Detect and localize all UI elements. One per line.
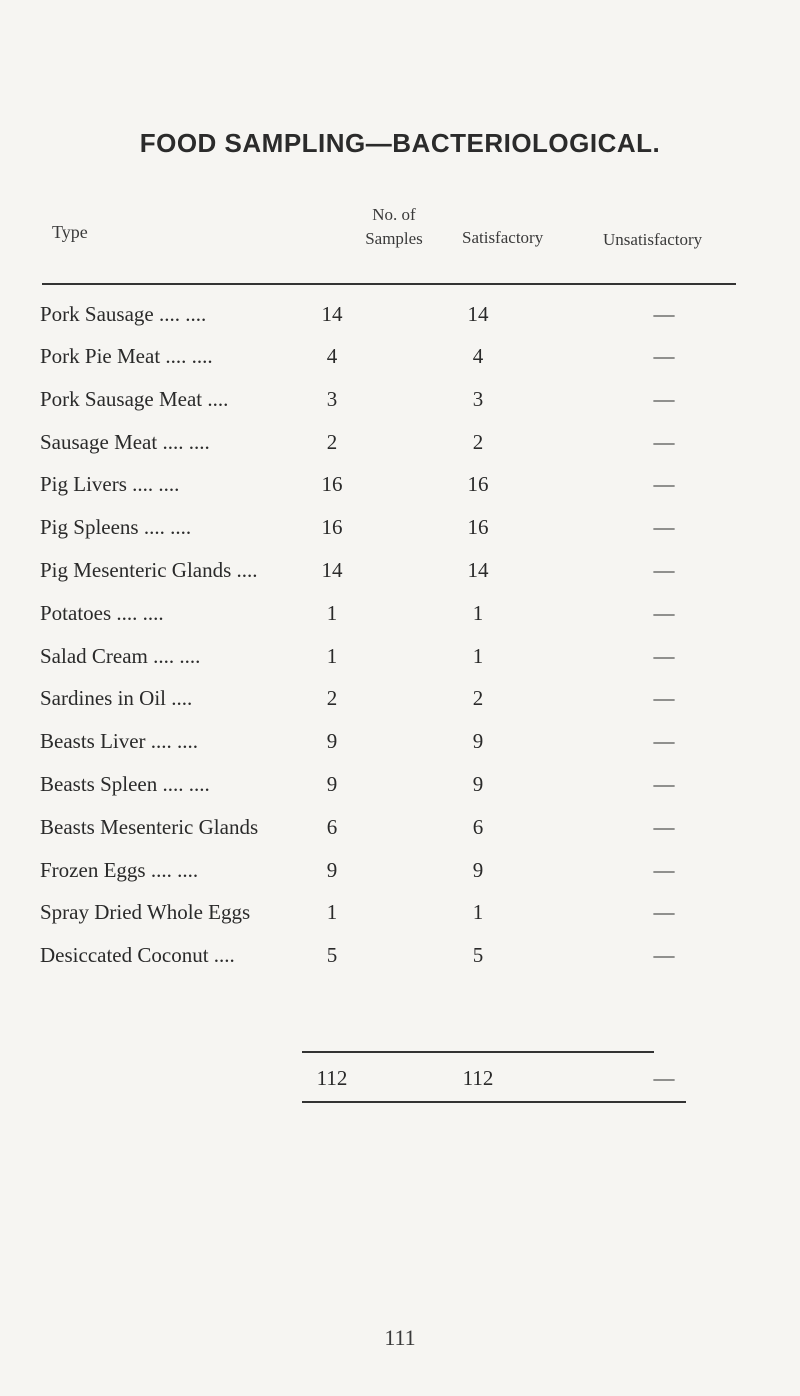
cell-samples: 1 [326, 644, 338, 668]
total-unsatisfactory: — [653, 1066, 675, 1090]
cell-type: Pork Pie Meat .... .... [40, 344, 213, 368]
cell-satisfactory: 14 [467, 302, 489, 326]
total-rule-top [302, 1051, 654, 1053]
cell-unsatisfactory: — [653, 729, 675, 753]
cell-samples: 5 [326, 943, 338, 967]
table-row [0, 302, 800, 332]
table-row [0, 558, 800, 588]
table-row [0, 515, 800, 545]
cell-samples: 2 [326, 686, 338, 710]
cell-unsatisfactory: — [653, 943, 675, 967]
table-row [0, 472, 800, 502]
cell-samples: 1 [326, 900, 338, 924]
cell-satisfactory: 9 [472, 729, 484, 753]
cell-satisfactory: 5 [472, 943, 484, 967]
cell-samples: 2 [326, 430, 338, 454]
cell-unsatisfactory: — [653, 430, 675, 454]
header-samples [352, 203, 436, 251]
table-row [0, 943, 800, 973]
cell-satisfactory: 9 [472, 772, 484, 796]
cell-unsatisfactory: — [653, 601, 675, 625]
cell-satisfactory: 1 [472, 601, 484, 625]
table-row [0, 644, 800, 674]
cell-satisfactory: 6 [472, 815, 484, 839]
cell-satisfactory: 16 [467, 515, 489, 539]
cell-type: Sausage Meat .... .... [40, 430, 210, 454]
cell-samples: 9 [326, 858, 338, 882]
cell-type: Sardines in Oil .... [40, 686, 193, 710]
cell-unsatisfactory: — [653, 558, 675, 582]
cell-unsatisfactory: — [653, 387, 675, 411]
cell-samples: 14 [321, 302, 343, 326]
cell-satisfactory: 2 [472, 686, 484, 710]
cell-type: Pork Sausage .... .... [40, 302, 207, 326]
cell-samples: 16 [321, 515, 343, 539]
cell-satisfactory: 3 [472, 387, 484, 411]
cell-type: Desiccated Coconut .... [40, 943, 235, 967]
header-samples-line2: Samples [365, 229, 423, 248]
cell-unsatisfactory: — [653, 686, 675, 710]
table-row [0, 729, 800, 759]
total-rule-bottom [302, 1101, 686, 1103]
cell-type: Spray Dried Whole Eggs [40, 900, 251, 924]
header-samples-line1: No. of [372, 205, 416, 224]
cell-unsatisfactory: — [653, 302, 675, 326]
table-row [0, 344, 800, 374]
page-title: FOOD SAMPLING—BACTERIOLOGICAL. [139, 128, 661, 158]
table-row [0, 601, 800, 631]
cell-type: Pork Sausage Meat .... [40, 387, 229, 411]
header-satisfactory: Satisfactory [462, 228, 544, 247]
cell-unsatisfactory: — [653, 772, 675, 796]
cell-satisfactory: 4 [472, 344, 484, 368]
cell-unsatisfactory: — [653, 344, 675, 368]
cell-satisfactory: 1 [472, 644, 484, 668]
table-row [0, 430, 800, 460]
table-row [0, 387, 800, 417]
table-row [0, 686, 800, 716]
total-satisfactory: 112 [462, 1066, 494, 1090]
cell-unsatisfactory: — [653, 858, 675, 882]
cell-type: Pig Livers .... .... [40, 472, 180, 496]
cell-samples: 14 [321, 558, 343, 582]
cell-satisfactory: 1 [472, 900, 484, 924]
cell-satisfactory: 14 [467, 558, 489, 582]
header-unsatisfactory: Unsatisfactory [603, 230, 703, 249]
cell-unsatisfactory: — [653, 472, 675, 496]
table-row [0, 815, 800, 845]
cell-type: Potatoes .... .... [40, 601, 164, 625]
total-samples: 112 [316, 1066, 348, 1090]
header-type: Type [52, 222, 88, 242]
cell-samples: 16 [321, 472, 343, 496]
table-row [0, 772, 800, 802]
cell-samples: 4 [326, 344, 338, 368]
header-rule [42, 283, 736, 285]
cell-unsatisfactory: — [653, 515, 675, 539]
cell-unsatisfactory: — [653, 644, 675, 668]
cell-samples: 1 [326, 601, 338, 625]
cell-samples: 3 [326, 387, 338, 411]
cell-type: Beasts Mesenteric Glands [40, 815, 259, 839]
cell-type: Beasts Liver .... .... [40, 729, 199, 753]
table-row [0, 858, 800, 888]
cell-satisfactory: 16 [467, 472, 489, 496]
cell-type: Beasts Spleen .... .... [40, 772, 210, 796]
page-number: 111 [384, 1325, 416, 1350]
cell-samples: 6 [326, 815, 338, 839]
cell-satisfactory: 2 [472, 430, 484, 454]
cell-unsatisfactory: — [653, 900, 675, 924]
cell-type: Frozen Eggs .... .... [40, 858, 199, 882]
cell-type: Pig Mesenteric Glands .... [40, 558, 258, 582]
cell-type: Salad Cream .... .... [40, 644, 201, 668]
cell-satisfactory: 9 [472, 858, 484, 882]
cell-samples: 9 [326, 729, 338, 753]
cell-unsatisfactory: — [653, 815, 675, 839]
cell-type: Pig Spleens .... .... [40, 515, 192, 539]
cell-samples: 9 [326, 772, 338, 796]
table-row [0, 900, 800, 930]
